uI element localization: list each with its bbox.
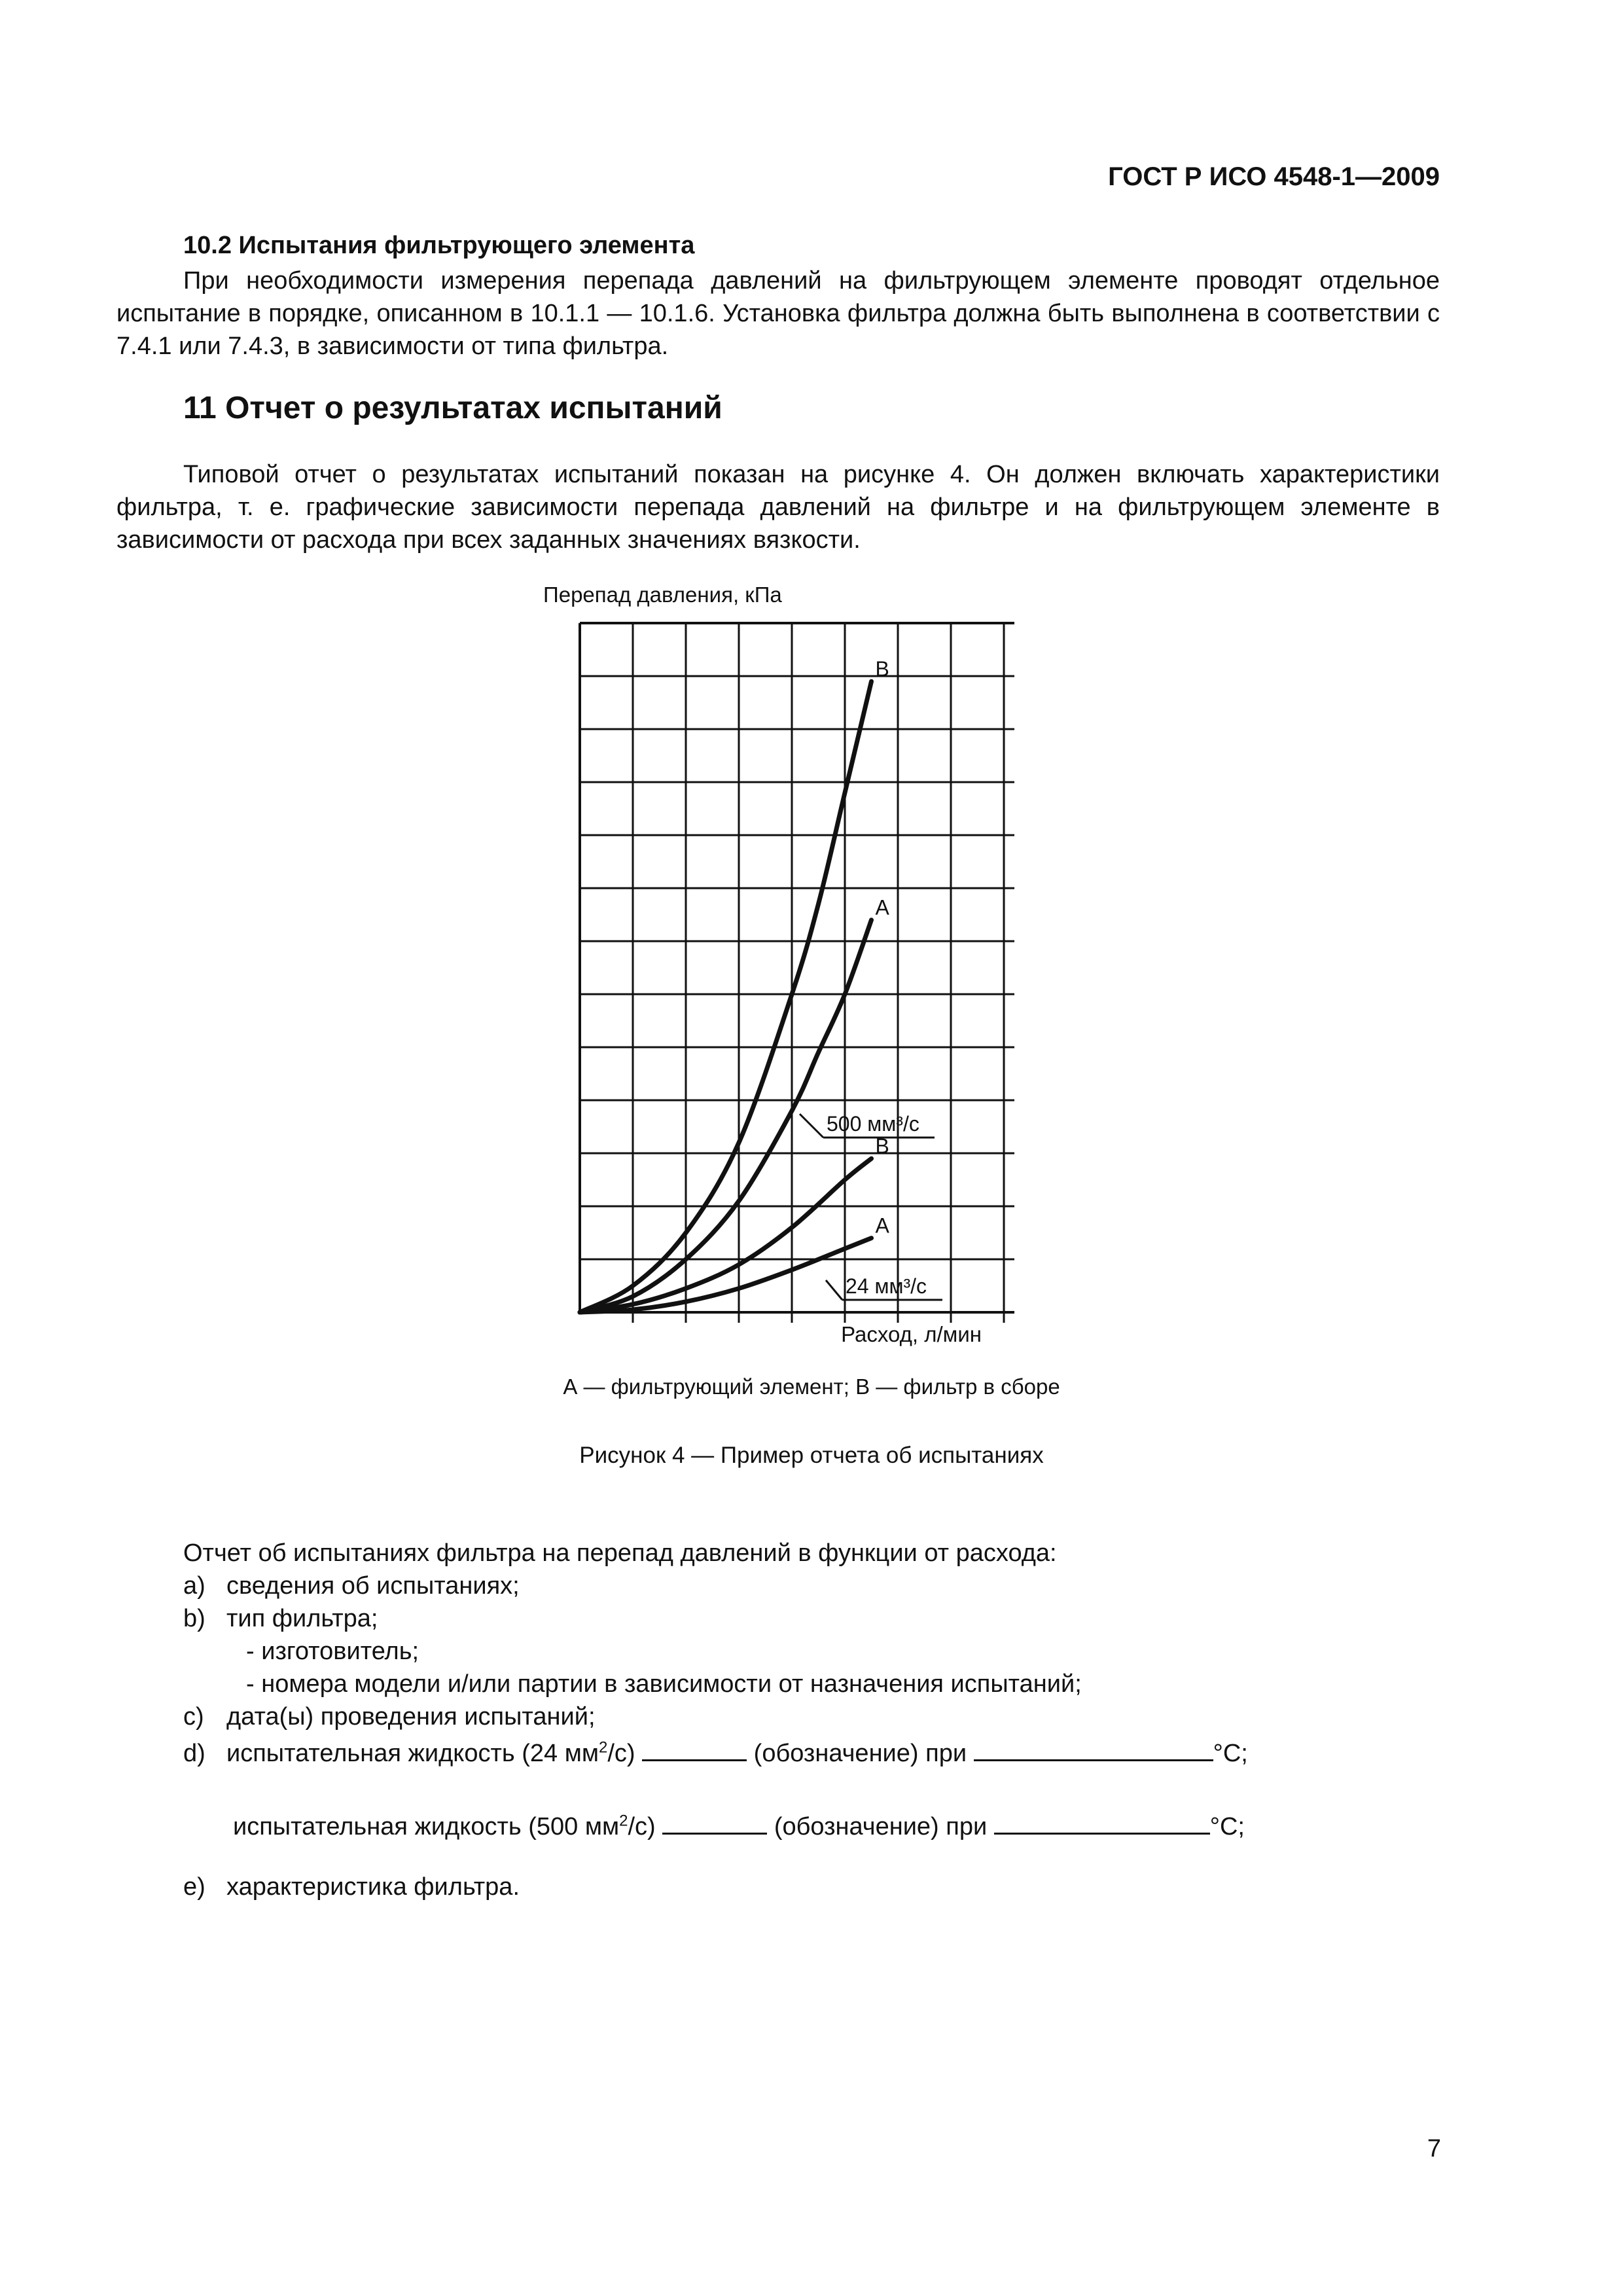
- chart-curves: [580, 657, 890, 1312]
- list-item-e: [183, 1873, 520, 1901]
- viscosity-label-high-leader: [800, 1114, 823, 1138]
- designation-text: (обозначение) при: [753, 1740, 967, 1767]
- designation-blank[interactable]: [662, 1809, 767, 1835]
- temperature-unit: °C;: [1209, 1813, 1245, 1840]
- x-axis-label: Расход, л/мин: [841, 1322, 982, 1346]
- series-end-label: A: [875, 1213, 889, 1238]
- list-item-a: [183, 1572, 520, 1600]
- designation-blank[interactable]: [642, 1736, 747, 1761]
- viscosity-label-high: 500 мм³/с: [827, 1112, 919, 1136]
- series-end-label: A: [875, 895, 889, 920]
- list-marker: c): [183, 1703, 204, 1731]
- viscosity-label-low: 24 мм³/с: [846, 1274, 927, 1298]
- list-item-b: [183, 1605, 378, 1633]
- designation-text: (обозначение) при: [774, 1813, 988, 1840]
- list-item-c: [183, 1703, 596, 1731]
- subsection-heading: 10.2 Испытания фильтрующего элемента: [183, 232, 695, 259]
- y-axis-label: Перепад давления, кПа: [543, 583, 782, 607]
- fluid-text: испытательная жидкость (24 мм: [226, 1740, 599, 1767]
- fluid-text-end: /с): [607, 1740, 635, 1767]
- list-item-text: тип фильтра;: [226, 1605, 378, 1632]
- fluid-text: испытательная жидкость (500 мм: [233, 1813, 620, 1840]
- figure-legend: А — фильтрующий элемент; В — фильтр в сборе: [563, 1374, 1060, 1399]
- temperature-blank[interactable]: [994, 1809, 1210, 1835]
- list-item-text: дата(ы) проведения испытаний;: [226, 1703, 596, 1731]
- viscosity-label-low-leader: [826, 1280, 842, 1300]
- list-marker: d): [183, 1740, 205, 1767]
- temperature-blank[interactable]: [974, 1736, 1213, 1761]
- pressure-flow-chart: [543, 576, 1014, 1361]
- list-item-text: характеристика фильтра.: [226, 1873, 520, 1901]
- list-item-d-second: [233, 1809, 1245, 1841]
- report-intro: Отчет об испытаниях фильтра на перепад давлений в функции от расхода:: [183, 1539, 1057, 1567]
- section-heading: 11 Отчет о результатах испытаний: [183, 391, 722, 425]
- list-item-d: [183, 1736, 1248, 1768]
- fluid-text-end: /с): [628, 1813, 656, 1840]
- fluid-superscript: 2: [598, 1738, 608, 1757]
- section-text: Типовой отчет о результатах испытаний показан на рисунке 4. Он должен включать характеристики фильтра, т. е. графические зависимости перепада давлений на фильтре и на фильтрующем элементе в зависимости от расхода при всех заданных значениях вязкости.: [116, 461, 1440, 554]
- list-subitem-manufacturer: - изготовитель;: [246, 1638, 419, 1665]
- subsection-text: При необходимости измерения перепада давлений на фильтрующем элементе проводят отдельное испытание в порядке, описанном в 10.1.1 — 10.1.6. Установка фильтра должна быть выполнена в соответствии с 7.4.1 или 7.4.3, в зависимости от типа фильтра.: [116, 267, 1440, 360]
- fluid-superscript: 2: [619, 1812, 628, 1830]
- list-marker: e): [183, 1873, 205, 1901]
- doc-code: ГОСТ Р ИСО 4548-1—2009: [1108, 162, 1440, 191]
- list-marker: a): [183, 1572, 205, 1600]
- page-number: 7: [1427, 2135, 1441, 2162]
- list-item-text: сведения об испытаниях;: [226, 1572, 520, 1600]
- figure-caption: Рисунок 4 — Пример отчета об испытаниях: [579, 1443, 1044, 1468]
- list-marker: b): [183, 1605, 205, 1632]
- list-subitem-model: - номера модели и/или партии в зависимости от назначения испытаний;: [246, 1670, 1082, 1698]
- series-end-label: B: [875, 657, 889, 681]
- series-end-label: B: [875, 1134, 889, 1158]
- temperature-unit: °C;: [1213, 1740, 1248, 1767]
